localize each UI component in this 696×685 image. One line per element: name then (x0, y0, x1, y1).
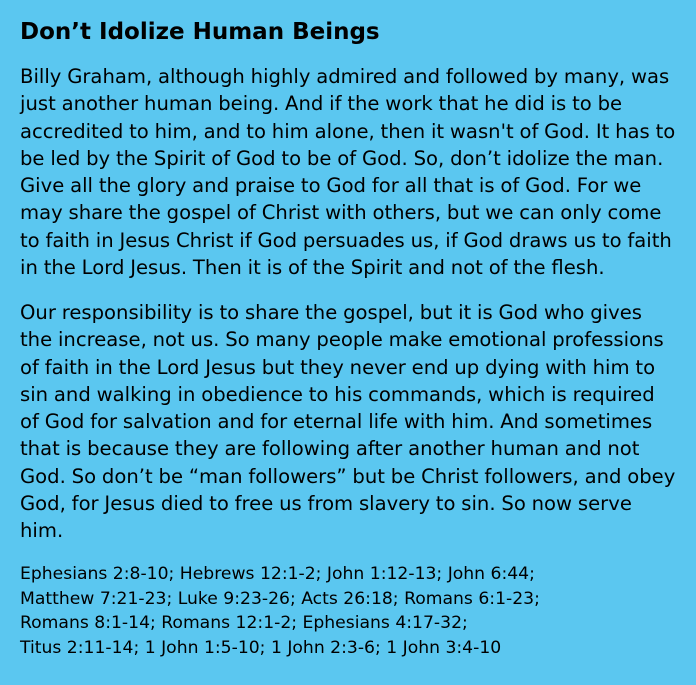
scripture-reference-line: Matthew 7:21-23; Luke 9:23-26; Acts 26:18; Romans 6:1-23; (20, 588, 540, 609)
scripture-reference-line: Ephesians 2:8-10; Hebrews 12:1-2; John 1:12-13; John 6:44; (20, 564, 535, 585)
body-paragraph-2: Our responsibility is to share the gospel, but it is God who gives the increase, not us. So many people make emotional professions of faith in the Lord Jesus but they never end up dying with him to sin and walking in obedience to his commands, which is required of God for salvation and for eternal life with him. And sometimes that is because they are following after another human and not God. So don’t be “man followers” but be Christ followers, and obey God, for Jesus died to free us from slavery to sin. So now serve him. (20, 301, 676, 542)
page-title: Don’t Idolize Human Beings (20, 19, 380, 45)
scripture-reference-line: Titus 2:11-14; 1 John 1:5-10; 1 John 2:3-6; 1 John 3:4-10 (20, 637, 502, 658)
scripture-reference-line: Romans 8:1-14; Romans 12:1-2; Ephesians 4:17-32; (20, 613, 468, 634)
body-paragraph-1: Billy Graham, although highly admired and followed by many, was just another human being. And if the work that he did is to be accredited to him, and to him alone, then it wasn't of God. It has to be led by the Spirit of God to be of God. So, don’t idolize the man. Give all the glory and praise to God for all that is of God. For we may share the gospel of Christ with others, but we can only come to faith in Jesus Christ if God persuades us, if God draws us to faith in the Lord Jesus. Then it is of the Spirit and not of the flesh. (20, 65, 676, 279)
scripture-references (20, 562, 678, 660)
